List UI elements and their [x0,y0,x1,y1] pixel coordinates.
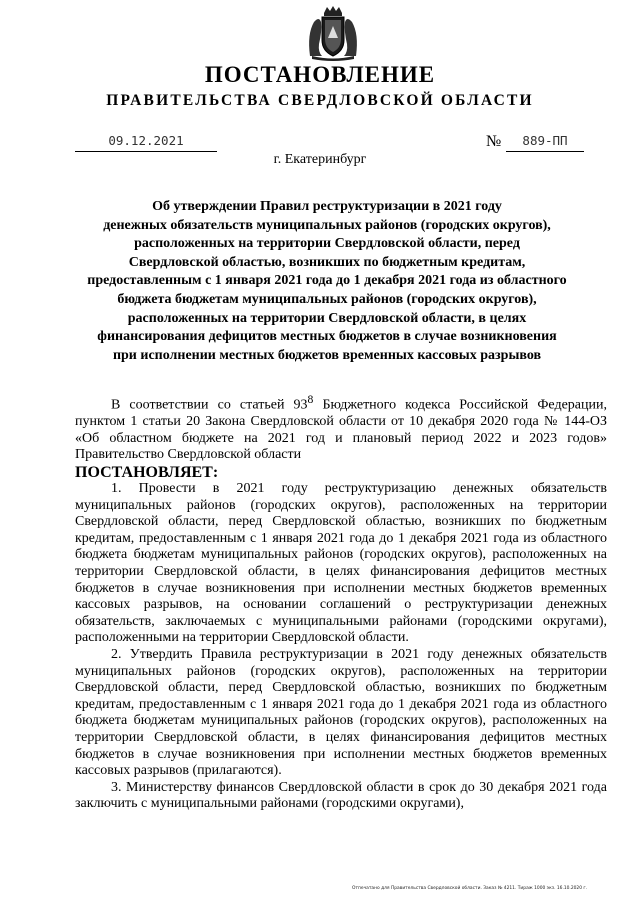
document-body [75,392,607,813]
subject-line: Об утверждении Правил реструктуризации в 2021 году [152,199,502,214]
preamble-text: В соответствии со статьей 93 [111,397,308,413]
document-title: ПОСТАНОВЛЕНИЕ [204,62,436,87]
subject-line: расположенных на территории Свердловской области, в целях [127,310,527,326]
document-subtitle: ПРАВИТЕЛЬСТВА СВЕРДЛОВСКОЙ ОБЛАСТИ [106,92,534,109]
preamble-paragraph [75,392,607,464]
print-footer: Отпечатано для Правительства Свердловской области. Заказ № 4211. Тираж 1000 экз. 16.10.2020 г. [352,886,588,891]
decree-heading: ПОСТАНОВЛЯЕТ: [75,464,219,482]
number-label: № [486,133,502,150]
sverdlovsk-coat-of-arms-icon [304,4,362,62]
subject-line: финансирования дефицитов местных бюджетов в случае возникновения [97,329,557,345]
item-paragraph: 1. Провести в 2021 году реструктуризацию денежных обязательств муниципальных районов (городских округов), расположенных на территории Свердловской области, перед Свердловской областью, возникших по бюджетным кредитам, предоставленным с 1 января 2021 года до 1 декабря 2021 года из областного бюджета бюджетам муниципальных районов (городских округов), расположенных на территории Свердловской области, в целях финансирования дефицитов местных бюджетов в случае возникновения при исполнении местных бюджетов временных кассовых разрывов, на основании соглашений о реструктуризации денежных обязательств, заключаемых с муниципальными районами (городскими округами), расположенными на территории Свердловской области. [75,481,607,646]
document-number: 889-ПП [506,133,584,152]
document-date: 09.12.2021 [75,133,217,152]
preamble-text-cont: Бюджетного кодекса Российской Федерации, пунктом 1 статьи 20 Закона Свердловской области от 10 декабря 2020 года № 144-ОЗ «Об областном бюджете на 2021 год и плановый период 2022 и 2023 годов» Правительство Свердловской области [75,397,607,463]
subject-line: бюджета бюджетам муниципальных районов (городских округов), [117,291,537,307]
article-superscript: 8 [307,393,314,406]
subject-line: Свердловской областью, возникших по бюджетным кредитам, [128,254,526,270]
item-paragraph: 2. Утвердить Правила реструктуризации в 2021 году денежных обязательств муниципальных районов (городских округов), расположенных на территории Свердловской области, перед Свердловской областью, возникших по бюджетным кредитам, предоставленным с 1 января 2021 года до 1 декабря 2021 года из областного бюджета бюджетам муниципальных районов (городских округов), расположенных на территории Свердловской области, в целях финансирования дефицитов местных бюджетов в случае возникновения при исполнении местных бюджетов временных кассовых разрывов (прилагаются). [75,646,607,779]
subject-line: расположенных на территории Свердловской области, перед [134,236,520,252]
document-subject [60,198,594,365]
subject-line: при исполнении местных бюджетов временных кассовых разрывов [112,347,542,363]
subject-line: денежных обязательств муниципальных районов (городских округов), [103,217,551,233]
item-paragraph: 3. Министерству финансов Свердловской области в срок до 30 декабря 2021 года заключить с муниципальными районами (городскими округами), [75,779,607,812]
document-city: г. Екатеринбург [273,152,367,167]
subject-line: предоставленным с 1 января 2021 года до 1 декабря 2021 года из областного [87,273,567,289]
